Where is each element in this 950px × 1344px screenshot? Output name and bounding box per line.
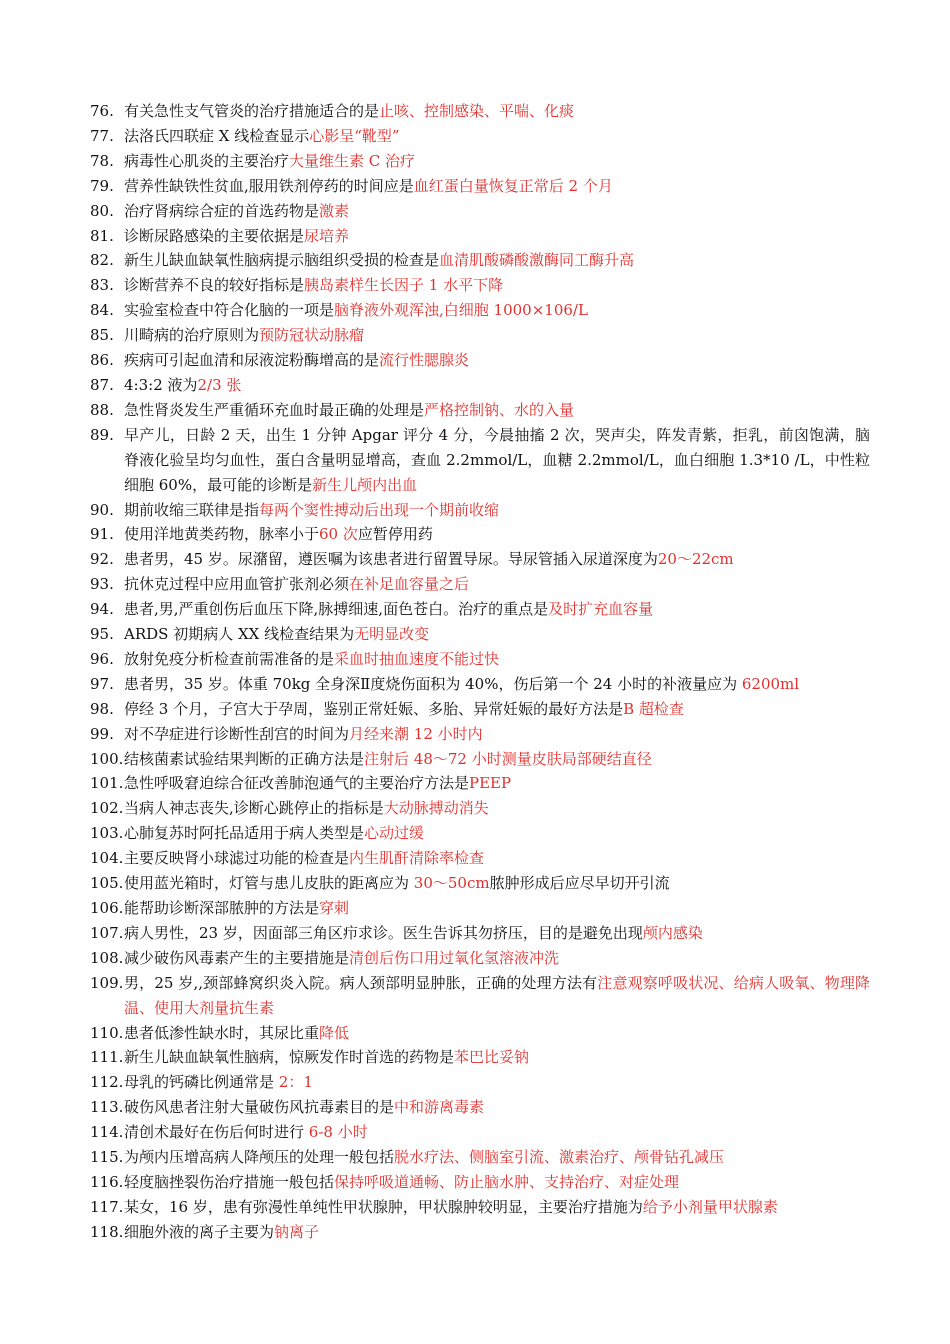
question-text xyxy=(124,1120,870,1145)
question-text xyxy=(124,99,870,124)
question-stem: 当病人神志丧失,诊断心跳停止的指标是 xyxy=(124,799,384,818)
question-number: 89. xyxy=(90,425,114,444)
question-stem: 使用洋地黄类药物，脉率小于 xyxy=(124,525,320,544)
question-item xyxy=(90,672,870,697)
question-text xyxy=(124,946,870,971)
answer-highlight: 2/3 张 xyxy=(197,375,242,394)
question-item xyxy=(90,722,870,747)
answer-highlight: 大动脉搏动消失 xyxy=(383,799,489,818)
question-number: 96. xyxy=(90,649,114,668)
answer-highlight: 心影呈“靴型” xyxy=(309,126,400,145)
question-text xyxy=(124,348,870,373)
question-number: 90. xyxy=(90,500,114,519)
question-number: 86. xyxy=(90,351,114,370)
question-number: 110. xyxy=(90,1023,124,1042)
answer-highlight: 血红蛋白量恢复正常后 2 个月 xyxy=(413,176,613,195)
answer-highlight: 保持呼吸道通畅、防止脑水肿、支持治疗、对症处理 xyxy=(334,1172,680,1191)
answer-highlight: 6200ml xyxy=(741,674,800,693)
question-item xyxy=(90,572,870,597)
question-text xyxy=(124,273,870,298)
question-text xyxy=(124,1045,870,1070)
question-item xyxy=(90,747,870,772)
question-text xyxy=(124,572,870,597)
question-stem: 患者低渗性缺水时，其尿比重 xyxy=(124,1023,320,1042)
question-stem: 母乳的钙磷比例通常是 xyxy=(124,1073,279,1092)
question-number: 109. xyxy=(90,973,124,992)
answer-highlight: 胰岛素样生长因子 1 水平下降 xyxy=(304,276,504,295)
question-number: 103. xyxy=(90,824,124,843)
question-item xyxy=(90,697,870,722)
question-text xyxy=(124,747,870,772)
question-text xyxy=(124,224,870,249)
question-number: 111. xyxy=(90,1048,124,1067)
question-text xyxy=(124,547,870,572)
question-text xyxy=(124,248,870,273)
question-item xyxy=(90,821,870,846)
question-stem: 清创术最好在伤后何时进行 xyxy=(124,1123,309,1142)
question-item xyxy=(90,547,870,572)
answer-highlight: 月经来潮 12 小时内 xyxy=(349,724,483,743)
question-text xyxy=(124,1145,870,1170)
question-number: 104. xyxy=(90,849,124,868)
question-item xyxy=(90,273,870,298)
question-number: 97. xyxy=(90,674,114,693)
answer-highlight: 脑脊液外观浑浊,白细胞 1000×106/L xyxy=(334,301,588,320)
question-text xyxy=(124,871,870,896)
question-stem: 新生儿缺血缺氧性脑病提示脑组织受损的检查是 xyxy=(124,251,440,270)
question-list xyxy=(90,99,870,1245)
question-stem: 疾病可引起血清和尿液淀粉酶增高的是 xyxy=(124,351,380,370)
question-number: 101. xyxy=(90,774,124,793)
answer-highlight: PEEP xyxy=(469,774,512,793)
question-stem: 主要反映肾小球滤过功能的检查是 xyxy=(124,849,350,868)
question-stem: 男，25 岁,,颈部蜂窝织炎入院。病人颈部明显肿胀，正确的处理方法有 xyxy=(124,973,598,992)
question-text xyxy=(124,771,870,796)
question-stem: 心肺复苏时阿托品适用于病人类型是 xyxy=(124,824,365,843)
question-stem: 患者,男,严重创伤后血压下降,脉搏细速,面色苍白。治疗的重点是 xyxy=(124,600,549,619)
question-stem: 病人男性，23 岁，因面部三角区疖求诊。医生告诉其勿挤压，目的是避免出现 xyxy=(124,923,643,942)
question-item xyxy=(90,498,870,523)
answer-highlight: 穿刺 xyxy=(319,899,350,917)
question-number: 85. xyxy=(90,326,114,345)
question-number: 118. xyxy=(90,1222,124,1241)
question-item xyxy=(90,1021,870,1046)
question-number: 92. xyxy=(90,550,114,569)
question-stem: 使用蓝光箱时，灯管与患儿皮肤的距离应为 xyxy=(124,874,414,893)
question-text xyxy=(124,846,870,871)
question-item xyxy=(90,224,870,249)
question-item xyxy=(90,622,870,647)
answer-highlight: 严格控制钠、水的入量 xyxy=(424,400,575,419)
question-stem: 轻度脑挫裂伤治疗措施一般包括 xyxy=(124,1172,335,1191)
question-text xyxy=(124,647,870,672)
question-stem: 破伤风患者注射大量破伤风抗毒素目的是 xyxy=(124,1098,395,1117)
question-text xyxy=(124,423,870,498)
question-item xyxy=(90,921,870,946)
question-suffix: 脓肿形成后应尽早切开引流 xyxy=(489,874,670,893)
question-number: 115. xyxy=(90,1148,124,1167)
answer-highlight: 6-8 小时 xyxy=(308,1123,368,1142)
answer-highlight: 中和游离毒素 xyxy=(394,1098,485,1117)
question-stem: 停经 3 个月，子宫大于孕周，鉴别正常妊娠、多胎、异常妊娠的最好方法是 xyxy=(124,699,624,718)
question-stem: 结核菌素试验结果判断的正确方法是 xyxy=(124,749,365,768)
question-number: 91. xyxy=(90,525,114,544)
question-item xyxy=(90,348,870,373)
question-stem: 为颅内压增高病人降颅压的处理一般包括 xyxy=(124,1148,395,1167)
question-item xyxy=(90,1070,870,1095)
answer-highlight: 大量维生素 C 治疗 xyxy=(289,151,416,170)
answer-highlight: 注意观察呼吸状况、给病人吸氧、物理降温、使用大剂量抗生素 xyxy=(124,973,870,1017)
question-text xyxy=(124,149,870,174)
question-number: 93. xyxy=(90,575,114,594)
question-text xyxy=(124,971,870,1021)
question-stem: 细胞外液的离子主要为 xyxy=(124,1222,275,1241)
question-number: 113. xyxy=(90,1098,124,1117)
answer-highlight: 新生儿颅内出血 xyxy=(312,475,418,494)
question-stem: 川畸病的治疗原则为 xyxy=(124,326,260,345)
question-number: 114. xyxy=(90,1123,124,1142)
question-item xyxy=(90,1045,870,1070)
question-item xyxy=(90,398,870,423)
question-text xyxy=(124,124,870,149)
question-text xyxy=(124,298,870,323)
answer-highlight: 预防冠状动脉瘤 xyxy=(259,326,365,345)
question-item xyxy=(90,846,870,871)
answer-highlight: 2：1 xyxy=(278,1073,313,1092)
question-item xyxy=(90,1145,870,1170)
question-text xyxy=(124,1095,870,1120)
question-item xyxy=(90,971,870,1021)
answer-highlight: 30～50cm xyxy=(413,874,490,893)
question-number: 78. xyxy=(90,151,114,170)
question-number: 98. xyxy=(90,699,114,718)
question-item xyxy=(90,423,870,498)
question-stem: 急性肾炎发生严重循环充血时最正确的处理是 xyxy=(124,400,425,419)
question-number: 80. xyxy=(90,201,114,220)
question-stem: 期前收缩三联律是指 xyxy=(124,500,260,519)
question-number: 99. xyxy=(90,724,114,743)
answer-highlight: 在补足血容量之后 xyxy=(349,575,470,594)
question-number: 102. xyxy=(90,799,124,818)
answer-highlight: 给予小剂量甲状腺素 xyxy=(642,1197,778,1216)
question-item xyxy=(90,149,870,174)
question-stem: 减少破伤风毒素产生的主要措施是 xyxy=(124,948,350,967)
question-text xyxy=(124,1021,870,1046)
question-text xyxy=(124,1170,870,1195)
question-item xyxy=(90,248,870,273)
question-number: 77. xyxy=(90,126,114,145)
question-stem: 患者男，35 岁。体重 70kg 全身深Ⅱ度烧伤面积为 40%，伤后第一个 24 小时的补液量应为 xyxy=(124,674,742,693)
question-text xyxy=(124,597,870,622)
question-text xyxy=(124,697,870,722)
question-item xyxy=(90,174,870,199)
question-text xyxy=(124,796,870,821)
question-number: 95. xyxy=(90,625,114,644)
question-text xyxy=(124,1195,870,1220)
question-text xyxy=(124,398,870,423)
question-stem: 诊断营养不良的较好指标是 xyxy=(124,276,305,295)
question-stem: 有关急性支气管炎的治疗措施适合的是 xyxy=(124,102,380,120)
answer-highlight: 尿培养 xyxy=(304,226,350,245)
question-text xyxy=(124,921,870,946)
question-stem: 急性呼吸窘迫综合征改善肺泡通气的主要治疗方法是 xyxy=(124,774,470,793)
answer-highlight: 血清肌酸磷酸激酶同工酶升高 xyxy=(439,251,635,270)
question-text xyxy=(124,622,870,647)
question-stem: 能帮助诊断深部脓肿的方法是 xyxy=(124,899,320,917)
question-item xyxy=(90,199,870,224)
question-number: 83. xyxy=(90,276,114,295)
question-stem: 患者男，45 岁。尿潴留，遵医嘱为该患者进行留置导尿。导尿管插入尿道深度为 xyxy=(124,550,658,569)
question-text xyxy=(124,1220,870,1245)
question-stem: 早产儿，日龄 2 天，出生 1 分钟 Apgar 评分 4 分，今晨抽搐 2 次，哭声尖，阵发青紫，拒乳，前囟饱满，脑脊液化验呈均匀血性，蛋白含量明显增高，查血 2.2mmol/L，血糖 2.2mmol/L，血白细胞 1.3*10 /L，中性粒细胞 60%，最可能的诊断是 xyxy=(124,425,870,494)
question-item xyxy=(90,1170,870,1195)
question-text xyxy=(124,373,870,398)
question-number: 107. xyxy=(90,923,124,942)
question-number: 100. xyxy=(90,749,124,768)
question-item xyxy=(90,796,870,821)
answer-highlight: 采血时抽血速度不能过快 xyxy=(334,649,500,668)
question-item xyxy=(90,1120,870,1145)
question-number: 82. xyxy=(90,251,114,270)
answer-highlight: 钠离子 xyxy=(274,1222,320,1241)
question-text xyxy=(124,498,870,523)
answer-highlight: 清创后伤口用过氧化氢溶液冲洗 xyxy=(349,948,560,967)
question-item xyxy=(90,647,870,672)
question-stem: 实验室检查中符合化脑的一项是 xyxy=(124,301,335,320)
question-number: 106. xyxy=(90,899,124,917)
question-item xyxy=(90,771,870,796)
question-item xyxy=(90,1095,870,1120)
answer-highlight: 脱水疗法、侧脑室引流、激素治疗、颅骨钻孔减压 xyxy=(394,1148,725,1167)
answer-highlight: 心动过缓 xyxy=(364,824,425,843)
question-stem: ARDS 初期病人 XX 线检查结果为 xyxy=(124,625,355,644)
answer-highlight: 降低 xyxy=(319,1023,350,1042)
question-item xyxy=(90,323,870,348)
question-text xyxy=(124,821,870,846)
question-stem: 营养性缺铁性贫血,服用铁剂停药的时间应是 xyxy=(124,176,414,195)
question-number: 76. xyxy=(90,102,114,120)
question-number: 94. xyxy=(90,600,114,619)
question-stem: 对不孕症进行诊断性刮宫的时间为 xyxy=(124,724,350,743)
question-number: 87. xyxy=(90,375,114,394)
question-text xyxy=(124,174,870,199)
answer-highlight: 无明显改变 xyxy=(354,625,430,644)
question-stem: 抗休克过程中应用血管扩张剂必须 xyxy=(124,575,350,594)
question-text xyxy=(124,672,870,697)
question-text xyxy=(124,722,870,747)
question-item xyxy=(90,946,870,971)
question-item xyxy=(90,373,870,398)
answer-highlight: 激素 xyxy=(319,201,350,220)
answer-highlight: 流行性腮腺炎 xyxy=(379,351,470,370)
question-stem: 法洛氏四联症 X 线检查显示 xyxy=(124,126,310,145)
answer-highlight: 颅内感染 xyxy=(642,923,703,942)
answer-highlight: 苯巴比妥钠 xyxy=(454,1048,530,1067)
answer-highlight: 内生肌酐清除率检查 xyxy=(349,849,485,868)
answer-highlight: 及时扩充血容量 xyxy=(548,600,654,619)
question-item xyxy=(90,871,870,896)
question-item xyxy=(90,597,870,622)
answer-highlight: 每两个窦性搏动后出现一个期前收缩 xyxy=(259,500,500,519)
question-suffix: 应暂停用药 xyxy=(357,525,433,544)
answer-highlight: 注射后 48～72 小时测量皮肤局部硬结直径 xyxy=(364,749,652,768)
question-item xyxy=(90,522,870,547)
question-text xyxy=(124,896,870,921)
question-stem: 病毒性心肌炎的主要治疗 xyxy=(124,151,290,170)
question-stem: 诊断尿路感染的主要依据是 xyxy=(124,226,305,245)
answer-highlight: 60 次 xyxy=(319,525,358,544)
question-number: 117. xyxy=(90,1197,124,1216)
question-number: 105. xyxy=(90,874,124,893)
answer-highlight: 20～22cm xyxy=(657,550,734,569)
question-item xyxy=(90,1220,870,1245)
question-number: 79. xyxy=(90,176,114,195)
question-stem: 某女，16 岁，患有弥漫性单纯性甲状腺肿，甲状腺肿较明显，主要治疗措施为 xyxy=(124,1197,643,1216)
question-text xyxy=(124,323,870,348)
question-number: 81. xyxy=(90,226,114,245)
question-stem: 4:3:2 液为 xyxy=(124,375,198,394)
answer-highlight: B 超检查 xyxy=(623,699,684,718)
question-text xyxy=(124,522,870,547)
question-stem: 放射免疫分析检查前需准备的是 xyxy=(124,649,335,668)
answer-highlight: 止咳、控制感染、平喘、化痰 xyxy=(379,102,575,120)
question-item xyxy=(90,99,870,124)
question-item xyxy=(90,298,870,323)
question-number: 108. xyxy=(90,948,124,967)
question-number: 88. xyxy=(90,400,114,419)
question-item xyxy=(90,896,870,921)
question-text xyxy=(124,1070,870,1095)
question-stem: 治疗肾病综合症的首选药物是 xyxy=(124,201,320,220)
question-number: 112. xyxy=(90,1073,124,1092)
question-item xyxy=(90,1195,870,1220)
question-text xyxy=(124,199,870,224)
question-number: 116. xyxy=(90,1172,124,1191)
question-number: 84. xyxy=(90,301,114,320)
question-stem: 新生儿缺血缺氧性脑病，惊厥发作时首选的药物是 xyxy=(124,1048,455,1067)
question-item xyxy=(90,124,870,149)
